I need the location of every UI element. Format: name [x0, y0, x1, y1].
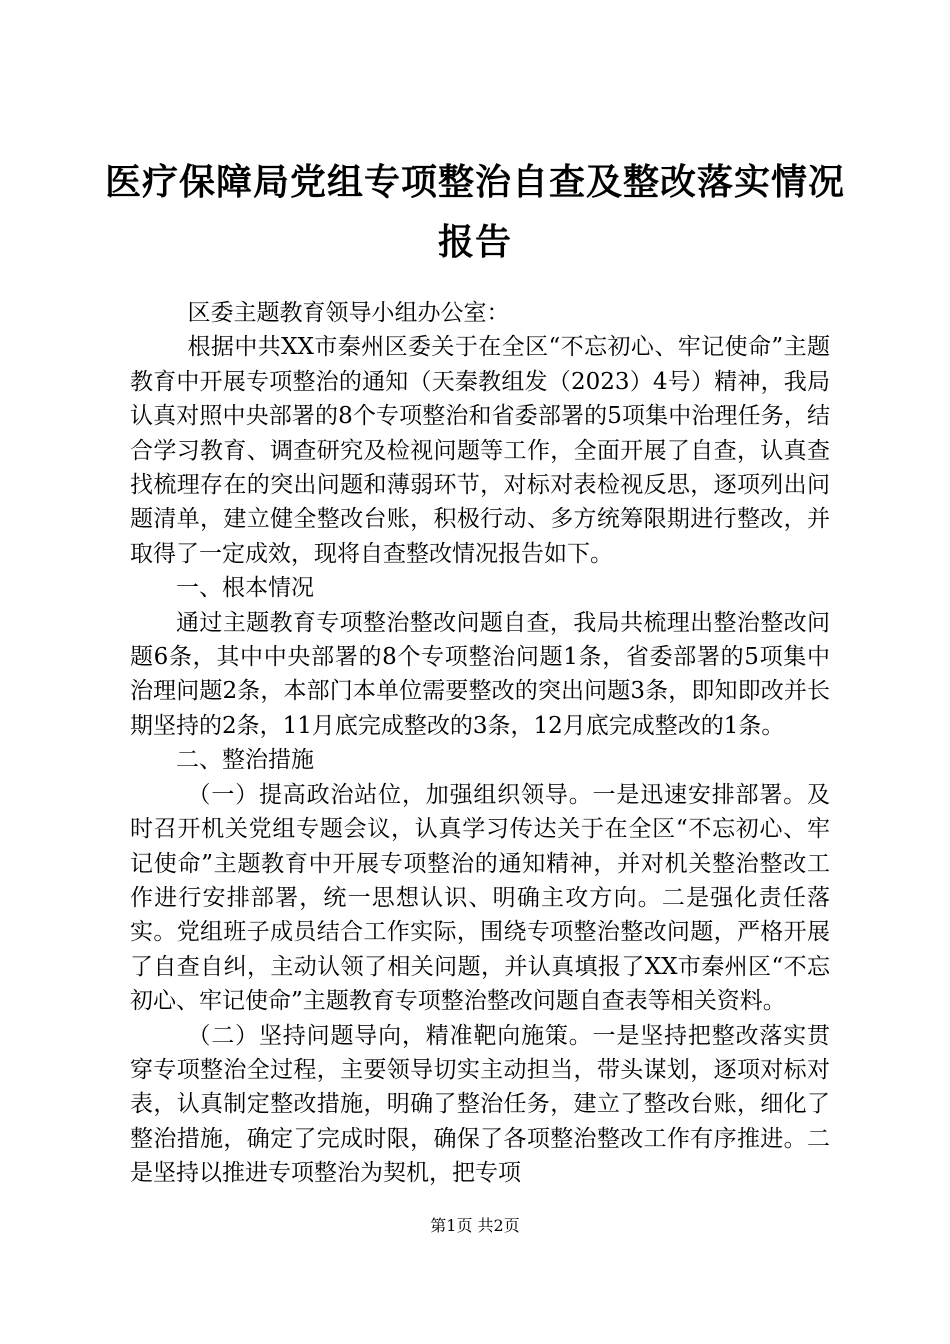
section-heading-measures: 二、整治措施 — [176, 747, 314, 774]
paragraph-intro: 根据中共XX市秦州区委关于在全区“不忘初心、牢记使命”主题教育中开展专项整治的通知（天秦教组发（2023）4号）精神，我局认真对照中央部署的8个专项整治和省委部署的5项集中治理任务，结合学习教育、调查研究及检视问题等工作，全面开展了自查，认真查找梳理存在的突出问题和薄弱环节，对标对表检视反思，逐项列出问题清单，建立健全整改台账，积极行动、多方统筹限期进行整改，并取得了一定成效，现将自查整改情况报告如下。 — [130, 334, 830, 567]
document-body — [130, 296, 830, 1191]
section-heading-basic-situation: 一、根本情况 — [176, 575, 314, 602]
page-footer: 第1页 共2页 — [430, 1216, 520, 1235]
document-title-line-2: 报告 — [437, 221, 512, 263]
document-title-line-1: 医疗保障局党组专项整治自查及整改落实情况 — [104, 161, 845, 203]
paragraph-measure-1: （一）提高政治站位，加强组织领导。一是迅速安排部署。及时召开机关党组专题会议，认真学习传达关于在全区“不忘初心、牢记使命”主题教育中开展专项整治的通知精神，并对机关整治整改工作进行安排部署，统一思想认识、明确主攻方向。二是强化责任落实。党组班子成员结合工作实际，围绕专项整治整改问题，严格开展了自查自纠，主动认领了相关问题，并认真填报了XX市秦州区“不忘初心、牢记使命”主题教育专项整治整改问题自查表等相关资料。 — [130, 781, 830, 1015]
paragraph-measure-2: （二）坚持问题导向，精准靶向施策。一是坚持把整改落实贯穿专项整治全过程，主要领导切实主动担当，带头谋划，逐项对标对表，认真制定整改措施，明确了整治任务，建立了整改台账，细化了整治措施，确定了完成时限，确保了各项整治整改工作有序推进。二是坚持以推进专项整治为契机，把专项 — [130, 1022, 830, 1187]
salutation: 区委主题教育领导小组办公室： — [187, 300, 510, 326]
paragraph-basic-situation: 通过主题教育专项整治整改问题自查，我局共梳理出整治整改问题6条，其中中央部署的8个专项整治问题1条，省委部署的5项集中治理问题2条，本部门本单位需要整改的突出问题3条，即知即改并长期坚持的2条，11月底完成整改的3条，12月底完成整改的1条。 — [130, 609, 830, 739]
